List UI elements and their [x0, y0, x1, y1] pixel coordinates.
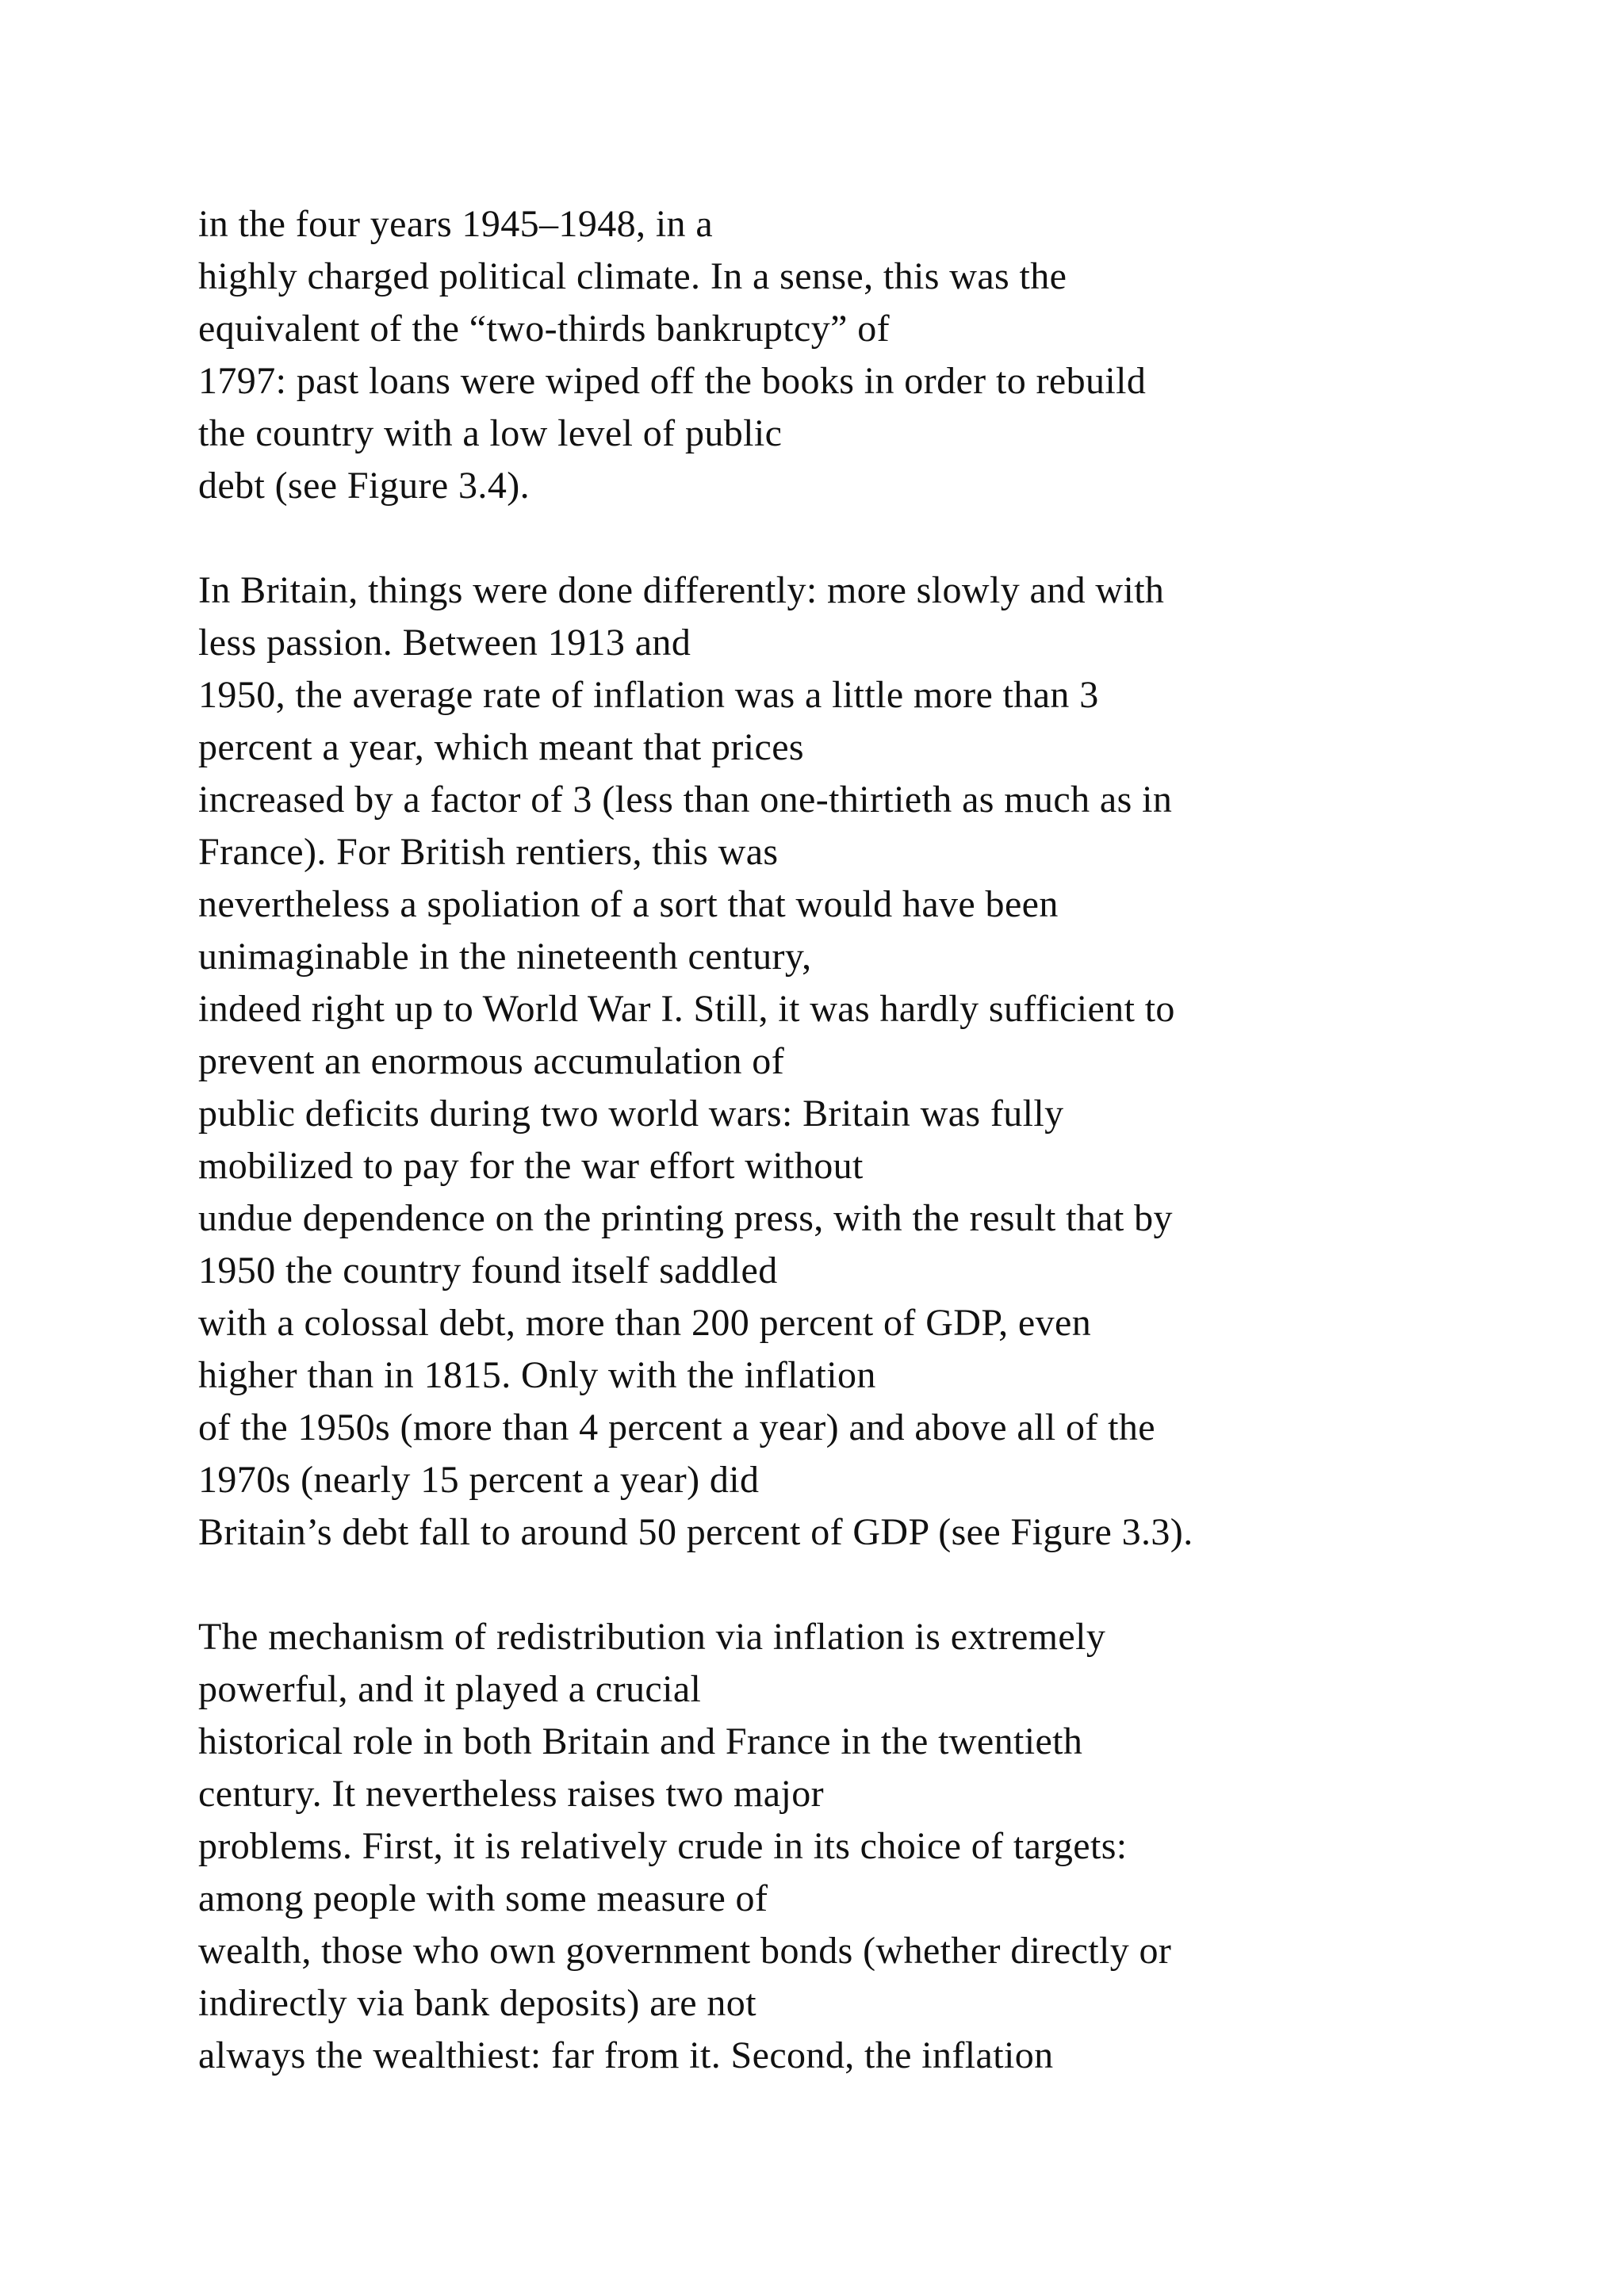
text-line: increased by a factor of 3 (less than one-thirtieth as much as in	[198, 779, 1173, 821]
paragraph-3	[198, 1611, 1578, 2082]
text-line: 1797: past loans were wiped off the books in order to rebuild	[198, 360, 1147, 402]
text-line: percent a year, which meant that prices	[198, 726, 804, 768]
text-line: nevertheless a spoliation of a sort that would have been	[198, 883, 1059, 925]
text-line: In Britain, things were done differently: more slowly and with	[198, 569, 1165, 611]
text-line: unimaginable in the nineteenth century,	[198, 936, 812, 978]
text-line: less passion. Between 1913 and	[198, 622, 691, 664]
text-line: always the wealthiest: far from it. Second, the inflation	[198, 2034, 1054, 2076]
text-line: France). For British rentiers, this was	[198, 831, 779, 873]
text-line: historical role in both Britain and France in the twentieth	[198, 1720, 1083, 1762]
text-line: highly charged political climate. In a sense, this was the	[198, 255, 1067, 297]
text-line: The mechanism of redistribution via inflation is extremely	[198, 1616, 1106, 1658]
text-line: debt (see Figure 3.4).	[198, 465, 530, 507]
document-page	[198, 198, 1578, 2134]
text-line: century. It nevertheless raises two major	[198, 1773, 825, 1815]
paragraph-1	[198, 198, 1578, 512]
text-line: mobilized to pay for the war effort without	[198, 1145, 864, 1187]
text-line: 1950, the average rate of inflation was a little more than 3	[198, 674, 1099, 716]
text-line: higher than in 1815. Only with the inflation	[198, 1354, 876, 1396]
text-line: equivalent of the “two-thirds bankruptcy” of	[198, 308, 890, 350]
text-line: powerful, and it played a crucial	[198, 1668, 702, 1710]
text-line: public deficits during two world wars: Britain was fully	[198, 1093, 1064, 1135]
text-line: in the four years 1945–1948, in a	[198, 203, 714, 245]
text-line: with a colossal debt, more than 200 percent of GDP, even	[198, 1302, 1092, 1344]
text-line: wealth, those who own government bonds (whether directly or	[198, 1930, 1172, 1972]
text-line: 1950 the country found itself saddled	[198, 1249, 778, 1292]
text-line: 1970s (nearly 15 percent a year) did	[198, 1459, 760, 1501]
text-line: indeed right up to World War I. Still, it was hardly sufficient to	[198, 988, 1175, 1030]
text-line: the country with a low level of public	[198, 412, 783, 454]
text-line: undue dependence on the printing press, with the result that by	[198, 1197, 1173, 1239]
paragraph-2	[198, 564, 1578, 1559]
text-line: indirectly via bank deposits) are not	[198, 1982, 756, 2024]
text-line: problems. First, it is relatively crude in its choice of targets:	[198, 1825, 1128, 1867]
text-line: of the 1950s (more than 4 percent a year) and above all of the	[198, 1406, 1155, 1448]
text-line: prevent an enormous accumulation of	[198, 1040, 785, 1082]
text-line: Britain’s debt fall to around 50 percent of GDP (see Figure 3.3).	[198, 1511, 1193, 1553]
text-line: among people with some measure of	[198, 1877, 768, 1919]
